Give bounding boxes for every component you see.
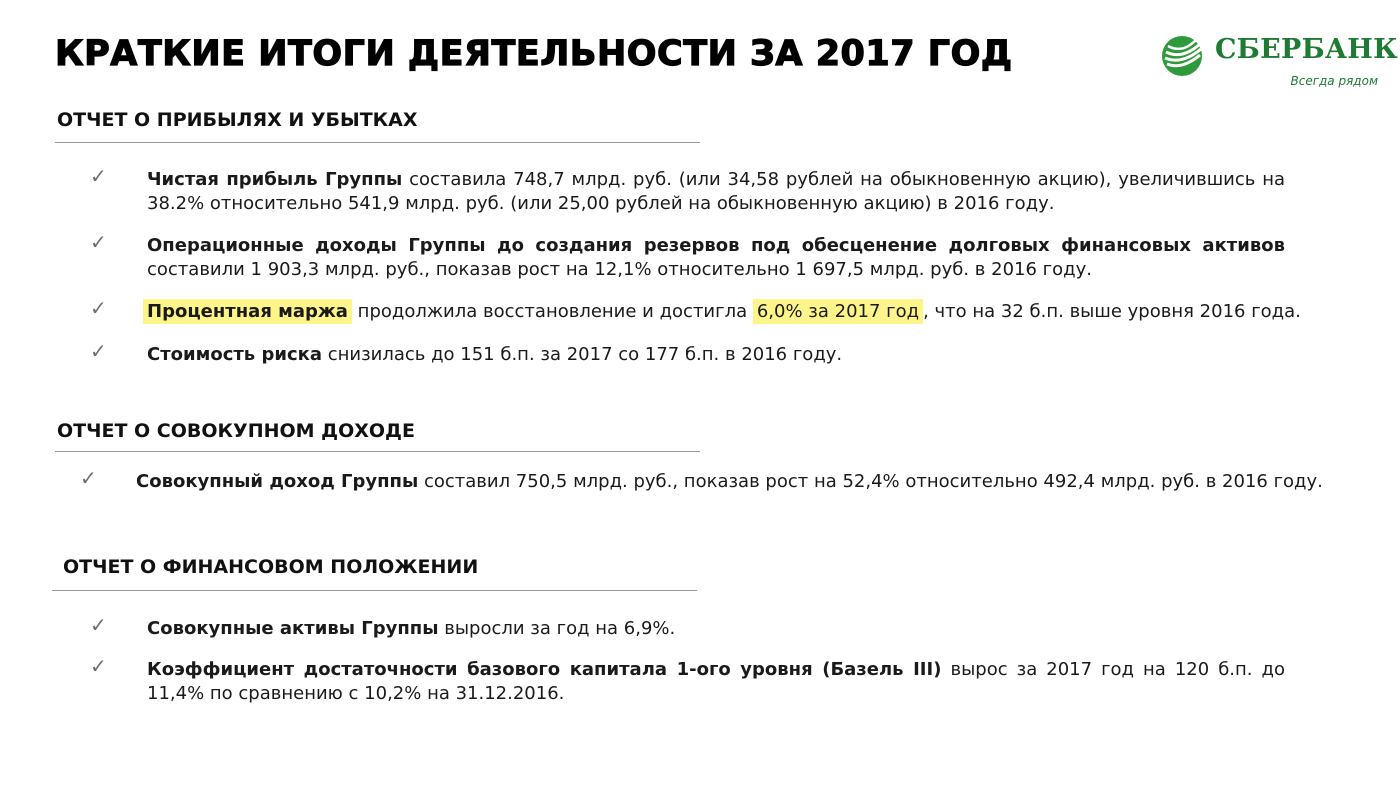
item-text: , что на 32 б.п. выше уровня 2016 года.: [923, 301, 1301, 322]
item-text: вырос за 2017 год на 120 б.п. до 11,4% по сравнению с 10,2% на 31.12.2016.: [147, 659, 1286, 704]
check-icon: ✓: [90, 613, 107, 637]
item-text: выросли за год на 6,9%.: [438, 618, 676, 639]
list-item: [143, 300, 1303, 324]
item-text: составили 1 903,3 млрд. руб., показав рост на 12,1% относительно 1 697,5 млрд. руб. в 2016 году.: [147, 259, 1092, 280]
list-item: [147, 234, 1285, 282]
section-divider: [55, 142, 700, 143]
list-item: [147, 617, 1285, 641]
section-divider: [52, 590, 697, 591]
list-item: [147, 168, 1285, 216]
check-icon: ✓: [90, 339, 107, 363]
check-icon: ✓: [90, 296, 107, 320]
item-highlighted-value: 6,0% за 2017 год: [753, 299, 923, 324]
sberbank-logo: [1160, 34, 1398, 92]
item-text: составил 750,5 млрд. руб., показав рост на 52,4% относительно 492,4 млрд. руб. в 2016 году.: [418, 471, 1323, 492]
item-bold-label: Стоимость риска: [147, 344, 322, 365]
item-bold-label-highlighted: Процентная маржа: [143, 299, 352, 324]
check-icon: ✓: [90, 654, 107, 678]
item-bold-label: Коэффициент достаточности базового капитала 1-ого уровня (Базель III): [147, 659, 942, 680]
section-heading-profit-loss: ОТЧЕТ О ПРИБЫЛЯХ И УБЫТКАХ: [57, 109, 418, 131]
logo-tagline: Всегда рядом: [1290, 74, 1378, 88]
item-bold-label: Совокупный доход Группы: [136, 471, 419, 492]
page-title: КРАТКИЕ ИТОГИ ДЕЯТЕЛЬНОСТИ ЗА 2017 ГОД: [55, 34, 1013, 74]
check-icon: ✓: [80, 466, 97, 490]
item-bold-label: Совокупные активы Группы: [147, 618, 439, 639]
sberbank-emblem-icon: [1160, 34, 1204, 78]
item-bold-label: Чистая прибыль Группы: [147, 169, 403, 190]
list-item: [147, 343, 1285, 367]
item-text: продолжила восстановление и достигла: [351, 301, 753, 322]
list-item: [147, 658, 1285, 706]
list-item: [136, 470, 1323, 494]
check-icon: ✓: [90, 230, 107, 254]
section-divider: [55, 451, 700, 452]
section-heading-comprehensive-income: ОТЧЕТ О СОВОКУПНОМ ДОХОДЕ: [57, 420, 415, 442]
check-icon: ✓: [90, 164, 107, 188]
item-text: снизилась до 151 б.п. за 2017 со 177 б.п. в 2016 году.: [321, 344, 843, 365]
item-bold-label: Операционные доходы Группы до создания резервов под обесценение долговых финансовых активов: [147, 235, 1285, 256]
item-text: составила 748,7 млрд. руб. (или 34,58 рублей на обыкновенную акцию), увеличившись на 38.2% относительно 541,9 млрд. руб. (или 25,00 рублей на обыкновенную акцию) в 2016 году.: [147, 169, 1285, 214]
section-heading-financial-position: ОТЧЕТ О ФИНАНСОВОМ ПОЛОЖЕНИИ: [63, 556, 479, 578]
logo-brand-name: СБЕРБАНК: [1215, 34, 1398, 65]
